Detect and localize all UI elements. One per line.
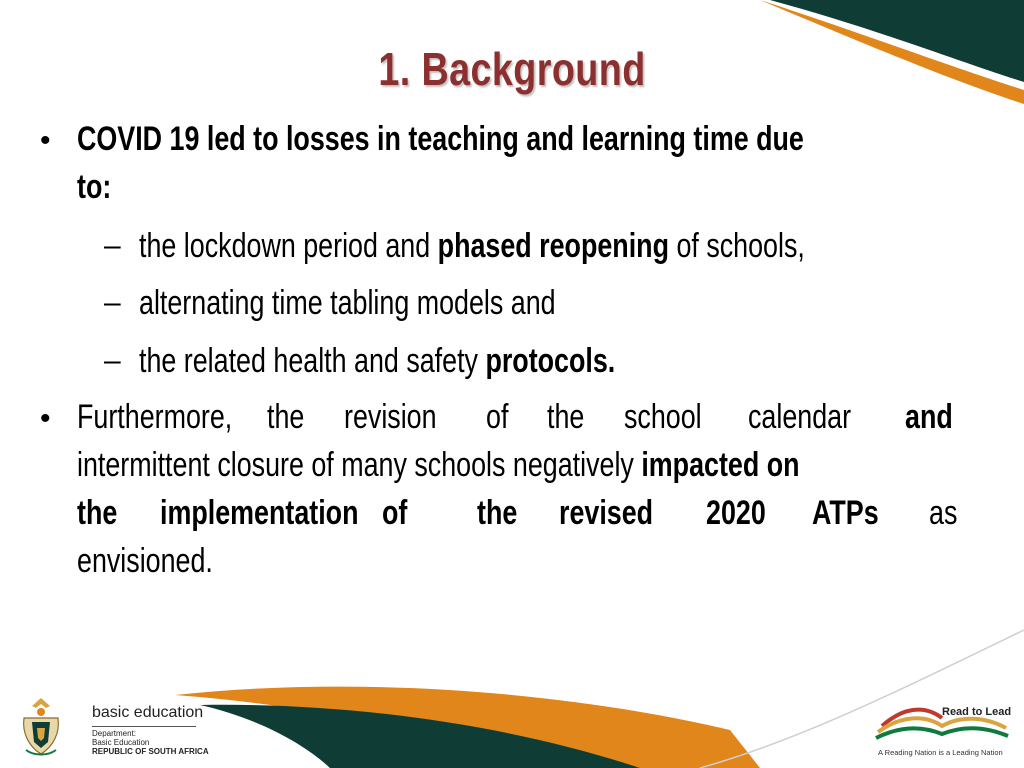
campaign-slogan: A Reading Nation is a Leading Nation [878,748,1003,757]
word: 2020 [705,494,766,532]
word: Furthermore, [77,398,233,436]
bullet-2-row-2-bold: impacted on [641,446,800,484]
bullet-2-marker: • [40,402,51,435]
sub-bullet-3-pre: the related health and safety [139,342,486,380]
word: revised [559,494,654,532]
sub-bullet-2-marker: – [104,286,121,319]
bullet-2-row-2 [77,446,800,485]
slide-title: 1. Background [378,43,646,95]
word: of [485,398,508,436]
sub-bullet-2: alternating time tabling models and [139,284,556,322]
word: revision [343,398,437,436]
word: implementation [159,494,359,532]
sub-bullet-1-post: of schools, [668,227,805,265]
sub-bullet-1 [139,227,805,266]
word: as [928,494,958,532]
campaign-title: Read to Lead [942,706,1012,718]
bullet-1-marker: • [40,124,51,157]
dept-line-3: REPUBLIC OF SOUTH AFRICA [92,747,209,756]
bullet-2-row-3 [77,494,962,533]
word: and [904,398,953,436]
bullet-1-line-2: to: [77,168,112,206]
sub-bullet-1-pre: the lockdown period and [139,227,438,265]
word: the [77,494,118,532]
bullet-1-line-1: COVID 19 led to losses in teaching and learning time due [77,120,804,158]
sub-bullet-3 [139,342,615,381]
sub-bullet-1-bold: phased reopening [437,227,669,265]
coat-of-arms-icon [18,696,64,758]
sub-bullet-1-marker: – [104,229,121,262]
word: of [382,494,408,532]
sub-bullet-3-bold: protocols. [485,342,616,380]
dept-divider [92,726,196,727]
dept-line-1: Department: [92,729,137,738]
dept-name: basic education [92,704,204,721]
word: calendar [748,398,852,436]
word: school [624,398,702,436]
word: the [547,398,585,436]
bullet-2-row-4: envisioned. [77,542,213,580]
word: ATPs [812,494,880,532]
bullet-2-row-2-pre: intermittent closure of many schools negatively [77,446,642,484]
word: the [266,398,305,436]
dept-line-2: Basic Education [92,738,150,747]
sub-bullet-3-marker: – [104,344,121,377]
word: the [476,494,517,532]
bullet-2-row-1 [77,398,962,437]
